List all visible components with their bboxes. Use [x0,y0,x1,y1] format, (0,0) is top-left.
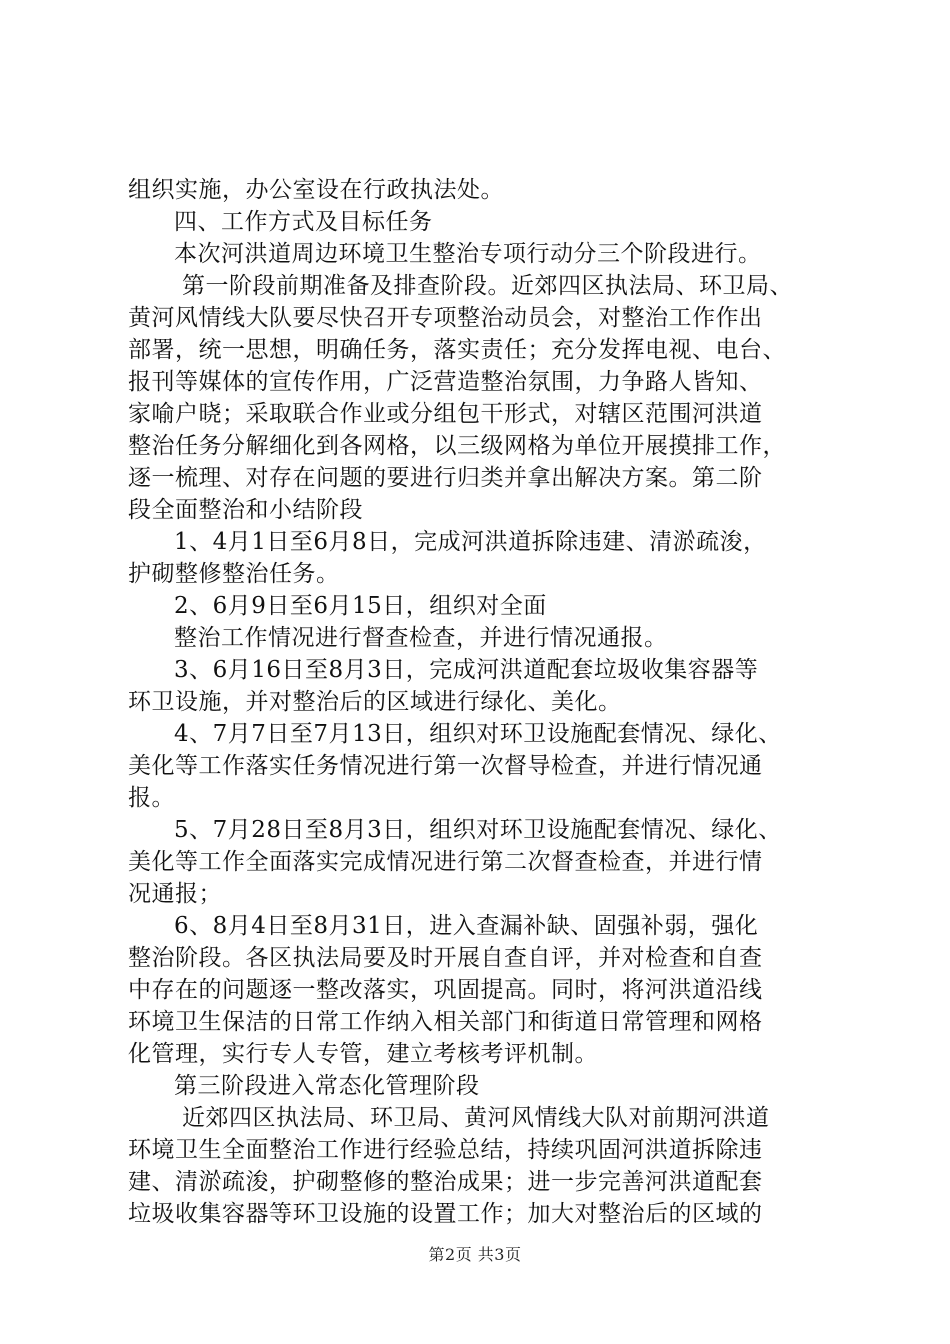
text-line: 6、8月4日至8月31日，进入查漏补缺、固强补弱，强化 [174,913,759,939]
text-line: 逐一梳理、对存在问题的要进行归类并拿出解决方案。第二阶 [128,465,763,491]
text-line: 环境卫生全面整治工作进行经验总结，持续巩固河洪道拆除违 [128,1137,763,1163]
text-line: 黄河风情线大队要尽快召开专项整治动员会，对整治工作作出 [128,305,763,331]
document-body [128,174,838,1230]
text-line: 美化等工作全面落实完成情况进行第二次督查检查，并进行情 [128,849,763,875]
text-line: 垃圾收集容器等环卫设施的设置工作；加大对整治后的区域的 [128,1201,763,1227]
text-line: 2、6月9日至6月15日，组织对全面 [174,593,547,619]
text-line: 报。 [128,785,175,811]
text-line: 家喻户晓；采取联合作业或分组包干形式，对辖区范围河洪道 [128,401,763,427]
text-line: 护砌整修整治任务。 [128,561,340,587]
text-line: 组织实施，办公室设在行政执法处。 [128,177,504,203]
text-line: 近郊四区执法局、环卫局、黄河风情线大队对前期河洪道 [182,1105,770,1131]
text-line: 整治任务分解细化到各网格，以三级网格为单位开展摸排工作， [128,433,786,459]
page-footer: 第2页 共3页 [428,1245,522,1264]
text-line: 四、工作方式及目标任务 [174,209,433,235]
text-line: 4、7月7日至7月13日，组织对环卫设施配套情况、绿化、 [174,721,782,747]
text-line: 况通报； [128,881,222,907]
text-line: 化管理，实行专人专管，建立考核考评机制。 [128,1041,598,1067]
text-line: 第三阶段进入常态化管理阶段 [174,1073,480,1099]
text-line: 中存在的问题逐一整改落实，巩固提高。同时，将河洪道沿线 [128,977,763,1003]
text-line: 整治阶段。各区执法局要及时开展自查自评，并对检查和自查 [128,945,763,971]
text-line: 环境卫生保洁的日常工作纳入相关部门和街道日常管理和网格 [128,1009,763,1035]
text-line: 5、7月28日至8月3日，组织对环卫设施配套情况、绿化、 [174,817,782,843]
text-line: 美化等工作落实任务情况进行第一次督导检查，并进行情况通 [128,753,763,779]
text-line: 第一阶段前期准备及排查阶段。近郊四区执法局、环卫局、 [182,273,793,299]
text-line: 段全面整治和小结阶段 [128,497,363,523]
text-line: 部署，统一思想，明确任务，落实责任；充分发挥电视、电台、 [128,337,786,363]
text-line: 报刊等媒体的宣传作用，广泛营造整治氛围，力争路人皆知、 [128,369,763,395]
text-line: 整治工作情况进行督查检查，并进行情况通报。 [174,625,668,651]
text-line: 建、清淤疏浚，护砌整修的整治成果；进一步完善河洪道配套 [128,1169,763,1195]
text-line: 本次河洪道周边环境卫生整治专项行动分三个阶段进行。 [174,241,762,267]
text-line: 1、4月1日至6月8日，完成河洪道拆除违建、清淤疏浚， [174,529,767,555]
text-line: 3、6月16日至8月3日，完成河洪道配套垃圾收集容器等 [174,657,759,683]
text-line: 环卫设施，并对整治后的区域进行绿化、美化。 [128,689,622,715]
